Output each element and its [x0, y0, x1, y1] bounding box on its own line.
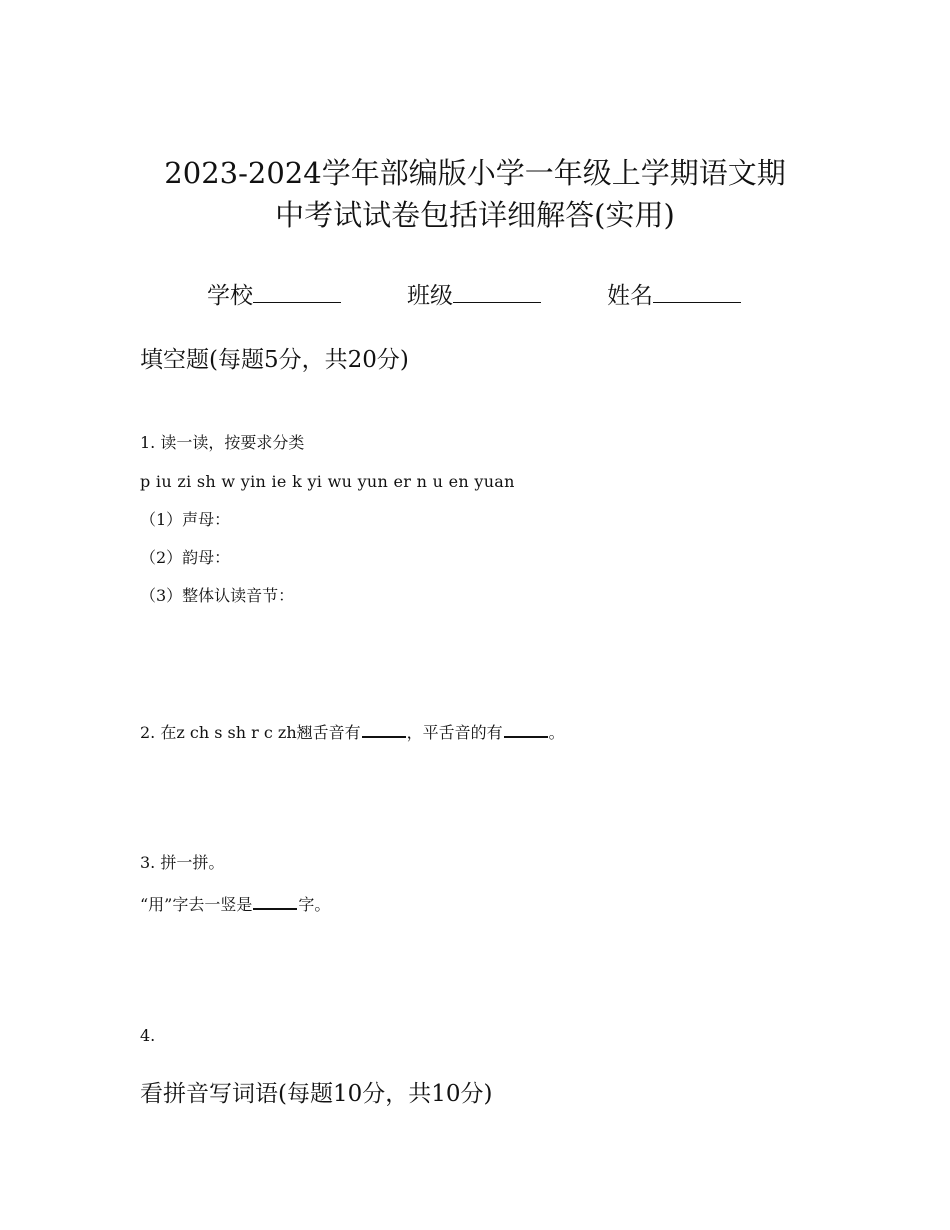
question-1-sub-2: （2）韵母：: [140, 548, 231, 567]
name-blank[interactable]: [653, 276, 741, 303]
name-label: 姓名: [607, 283, 653, 309]
pinyin-words-section-heading: 看拼音写词语(每题10分，共10分): [140, 1081, 493, 1107]
question-2-part-1: 2. 在z ch s sh r c zh翘舌音有: [140, 723, 361, 742]
question-1-sub-1: （1）声母：: [140, 510, 231, 529]
title-line-2: 中考试试卷包括详细解答(实用): [275, 198, 675, 232]
title-line-1: 2023-2024学年部编版小学一年级上学期语文期: [164, 156, 786, 190]
school-label: 学校: [207, 283, 253, 309]
question-3-part-1: “用”字去一竖是: [140, 895, 253, 914]
question-2: [140, 718, 565, 745]
school-field[interactable]: [207, 276, 341, 314]
question-2-blank-2[interactable]: [504, 718, 548, 738]
question-3-blank[interactable]: [253, 890, 297, 910]
question-1-sub-3: （3）整体认读音节：: [140, 586, 295, 605]
fill-blank-section-heading: 填空题(每题5分，共20分): [140, 347, 409, 373]
question-3-part-2: 字。: [298, 895, 331, 914]
question-1-stem: 1. 读一读，按要求分类: [140, 433, 305, 452]
class-label: 班级: [407, 283, 453, 309]
school-blank[interactable]: [253, 276, 341, 303]
class-field[interactable]: [407, 276, 541, 314]
question-3-stem: 3. 拼一拼。: [140, 853, 225, 872]
exam-title: [0, 152, 950, 236]
student-info-row: [0, 276, 950, 312]
question-2-part-2: ，平舌音的有: [406, 723, 503, 742]
class-blank[interactable]: [453, 276, 541, 303]
question-1-syllables: p iu zi sh w yin ie k yi wu yun er n u en yuan: [140, 472, 515, 491]
question-4-stem: 4.: [140, 1026, 156, 1045]
question-2-blank-1[interactable]: [362, 718, 406, 738]
name-field[interactable]: [607, 276, 741, 314]
question-3-body: [140, 890, 330, 917]
question-2-part-3: 。: [548, 723, 565, 742]
